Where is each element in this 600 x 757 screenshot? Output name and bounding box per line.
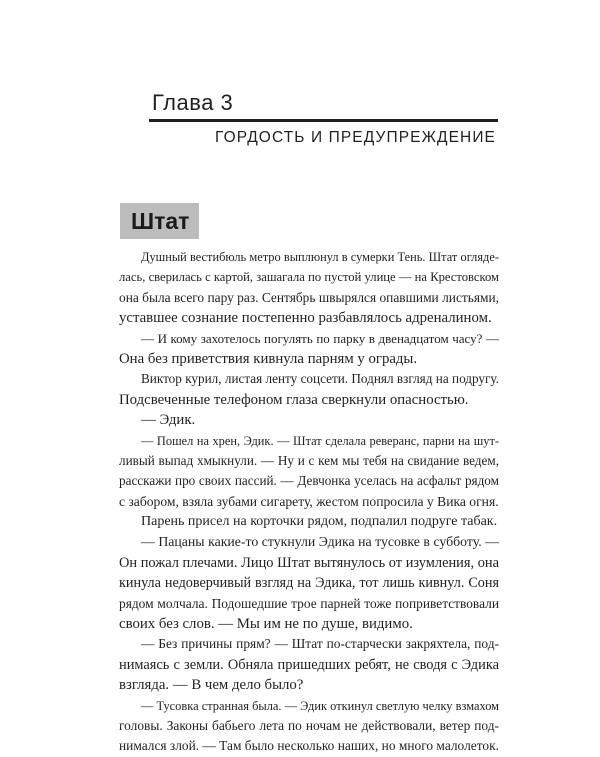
section-heading-box (120, 203, 199, 239)
body-line: — Пацаны какие-то стукнули Эдика на тусовке в субботу. — (141, 534, 499, 550)
body-line: лась, сверилась с картой, зашагала по пустой улице — на Крестовском (119, 270, 499, 285)
body-line: — Тусовка странная была. — Эдик откинул светлую челку взмахом (141, 698, 499, 713)
body-line: Подсвеченные телефоном глаза сверкнули опасностью. (119, 391, 469, 408)
body-line: ливый выпад хмыкнули. — Ну и с кем мы тебя на свидание ведем, (119, 452, 499, 468)
chapter-divider (149, 119, 498, 122)
body-line: Душный вестибюль метро выплюнул в сумерки Тень. Штат огляде- (141, 250, 499, 264)
body-line: уставшее сознание постепенно разбавлялось адреналином. (119, 310, 492, 327)
chapter-number: Глава 3 (152, 90, 234, 115)
body-line: Виктор курил, листая ленту соцсети. Поднял взгляд на подругу. (141, 371, 499, 387)
body-line: — Без причины прям? — Штат по-старчески закряхтела, под- (141, 636, 499, 652)
body-text (119, 247, 499, 757)
body-line: взгляда. — В чем дело было? (119, 677, 304, 694)
body-line: — Пошел на хрен, Эдик. — Штат сделала реверанс, парни на шут- (141, 433, 499, 448)
body-line: своих без слов. –– Мы им не по душе, видимо. (119, 616, 413, 633)
body-line: она была всего пару раз. Сентябрь швырялся опавшими листьями, (119, 289, 499, 305)
body-line: расскажи про своих пассий. — Девчонка уселась на асфальт рядом (119, 473, 499, 489)
body-line: — Эдик. (141, 412, 196, 429)
body-line: Она без приветствия кивнула парням у ограды. (119, 350, 418, 367)
chapter-title: ГОРДОСТЬ И ПРЕДУПРЕЖДЕНИЕ (215, 129, 496, 146)
section-heading: Штат (131, 207, 190, 234)
body-line: с забором, взяла зубами сигарету, жестом попросила у Вика огня. (119, 493, 499, 509)
body-line: Парень присел на корточки рядом, подпалил подруге табак. (141, 514, 498, 530)
body-line: Он пожал плечами. Лицо Штат вытянулось от изумления, она (119, 554, 499, 571)
body-line: кинула недоверчивый взгляд на Эдика, тот лишь кивнул. Соня (119, 575, 499, 592)
body-line: головы. Законы бабьего лета по ночам не действовали, ветер под- (119, 717, 499, 733)
body-line: нимаясь с земли. Обняла пришедших ребят, не сводя с Эдика (119, 656, 499, 673)
body-line: рядом молчала. Подошедшие трое парней тоже поприветствовали (119, 595, 499, 611)
body-line: –– И кому захотелось погулять по парку в двенадцатом часу? –– (141, 330, 499, 346)
body-line: нимался злой. — Там было несколько наших, но много малолеток. (119, 738, 499, 754)
